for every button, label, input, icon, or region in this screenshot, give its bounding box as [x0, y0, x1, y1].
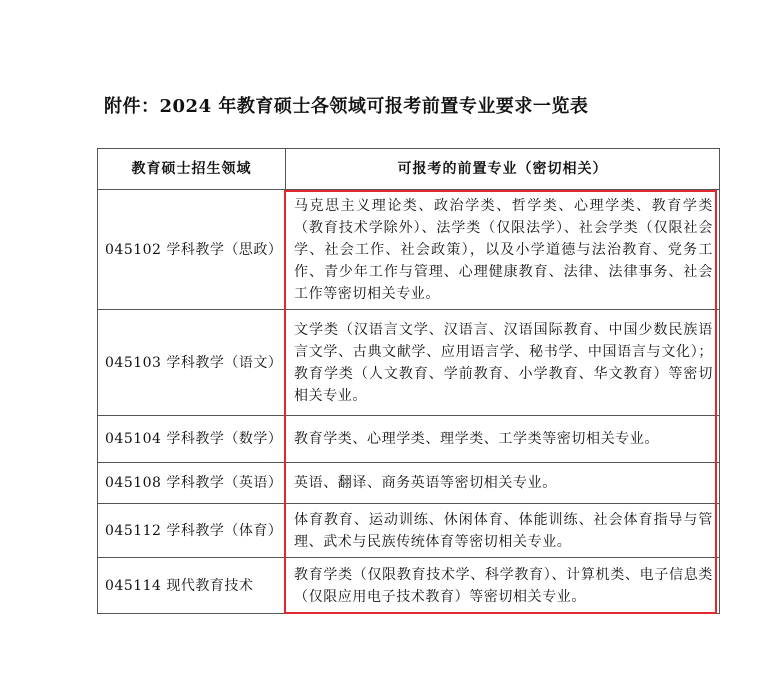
table-row [98, 504, 720, 558]
row-majors: 体育教育、运动训练、休闲体育、体能训练、社会体育指导与管理、武术与民族传统体育等密切相关专业。 [286, 504, 720, 558]
row-majors: 英语、翻译、商务英语等密切相关专业。 [286, 463, 720, 504]
row-majors: 文学类（汉语言文学、汉语言、汉语国际教育、中国少数民族语言文学、古典文献学、应用语言学、秘书学、中国语言与文化）；教育学类（人文教育、学前教育、小学教育、华文教育）等密切相关专业。 [286, 310, 720, 416]
requirements-table [97, 148, 720, 614]
row-field: 045114 现代教育技术 [98, 558, 286, 614]
row-field: 045102 学科教学（思政） [98, 190, 286, 310]
row-majors: 马克思主义理论类、政治学类、哲学类、心理学类、教育学类（教育技术学除外）、法学类（仅限法学）、社会学类（仅限社会学、社会工作、社会政策），以及小学道德与法治教育、党务工作、青少年工作与管理、心理健康教育、法律、法律事务、社会工作等密切相关专业。 [286, 190, 720, 310]
row-field: 045112 学科教学（体育） [98, 504, 286, 558]
table-row [98, 310, 720, 416]
table-row [98, 190, 720, 310]
row-majors: 教育学类（仅限教育技术学、科学教育）、计算机类、电子信息类（仅限应用电子技术教育）等密切相关专业。 [286, 558, 720, 614]
header-majors: 可报考的前置专业（密切相关） [286, 149, 720, 190]
row-field: 045103 学科教学（语文） [98, 310, 286, 416]
row-field: 045108 学科教学（英语） [98, 463, 286, 504]
row-field: 045104 学科教学（数学） [98, 416, 286, 463]
table-row [98, 416, 720, 463]
header-field: 教育硕士招生领域 [98, 149, 286, 190]
table-row [98, 558, 720, 614]
table-row [98, 463, 720, 504]
row-majors: 教育学类、心理学类、理学类、工学类等密切相关专业。 [286, 416, 720, 463]
document-title: 附件：2024 年教育硕士各领域可报考前置专业要求一览表 [104, 96, 589, 117]
table-header-row [98, 149, 720, 190]
